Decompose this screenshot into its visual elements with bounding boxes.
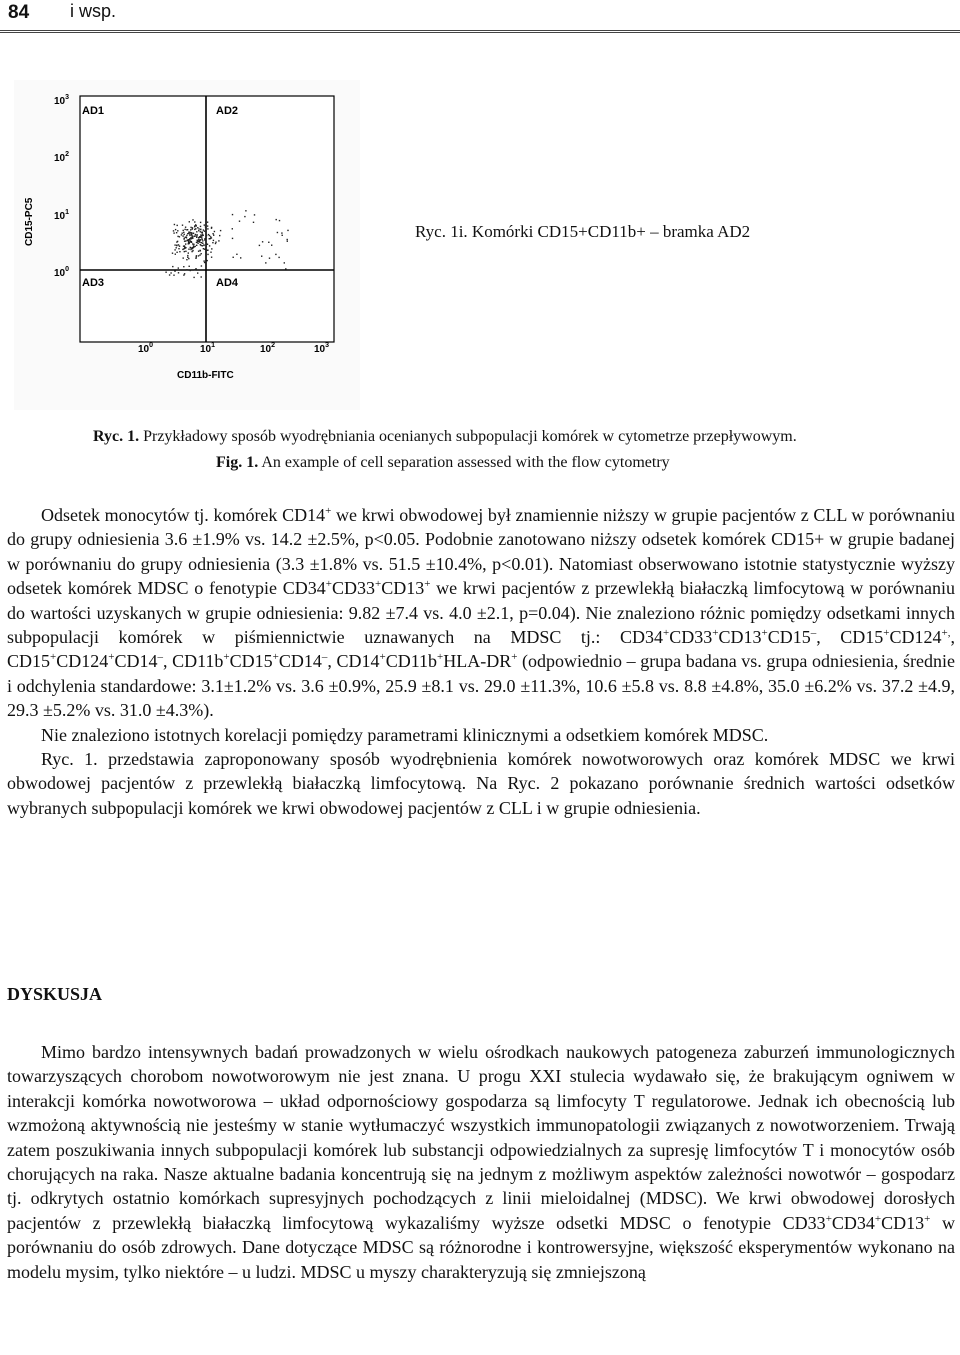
event-dot [173,230,174,231]
event-dot [197,243,198,244]
event-dot [205,244,206,245]
event-dot [200,244,201,245]
event-dot [205,226,206,227]
event-dot [262,241,263,242]
y-tick-2: $10^2$ [54,151,70,164]
event-dot [183,230,184,231]
event-dot [191,232,192,233]
event-dot [191,234,192,235]
event-dot [193,277,194,278]
event-dot [211,257,212,258]
event-dot [195,228,196,229]
event-dot [194,226,195,227]
event-dot [287,239,288,240]
event-dot [193,244,194,245]
event-dot [185,227,186,228]
event-dot [174,244,175,245]
event-dot [200,226,201,227]
event-dot [203,244,204,245]
x-tick-0: $10^0$ [138,342,154,355]
event-dot [261,256,262,257]
event-dot [211,237,212,238]
event-dot [195,234,196,235]
event-dot [174,224,175,225]
event-dot [232,238,233,239]
event-dot [282,235,283,236]
event-dot [200,239,201,240]
event-dot [198,251,199,252]
x-tick-2: $10^2$ [260,342,276,355]
event-dot [192,219,193,220]
event-dot [176,232,177,233]
event-dot [198,255,199,256]
event-dot [196,256,197,257]
event-dot [176,247,177,248]
event-dot [190,229,191,230]
paragraph-discussion: Mimo bardzo intensywnych badań prowadzonych w wielu ośrodkach naukowych patogeneza zaburzeń immunologicznych towarzyszących chorobom nowotworowym nie jest znana. U progu XXI stulecia wydawało się, że brakującym ogniwem w interakcji komórka nowotworowa – układ odpornościowy gospodarza są limfocyty T regulatorowe. Jednak ich obecnością lub wzmożoną aktywnością nie jesteśmy w stanie wytłumaczyć wszystkich immunopatologii związanych z nowotworzeniem. Trwają zatem poszukiwania innych subpopulacji komórek lub substancji odpowiedzialnych za supresję limfocytów T i monocytów osób chorujących na raka. Nasze aktualne badania koncentrują się na jednym z możliwym aspektów zależności nowotwór – gospodarz tj. odkrytych ostatnio komórkach supresyjnych pochodzących z linii mieloidalnej (MDSC). We krwi obwodowej dorosłych pacjentów z przewlekłą białaczką limfocytową wykazaliśmy wyższe odsetki MDSC o fenotypie CD33+CD34+CD13+ w porównaniu do osób zdrowych. Dane dotyczące MDSC są różnorodne i kontrowersyjne, większość eksperymentów wykonano na modelu mysim, tylko niektóre – u ludzi. MDSC u myszy charakteryzują się zmniejszoną [7,1042,956,1282]
event-dot [279,220,280,221]
paragraph-monocytes: Odsetek monocytów tj. komórek CD14+ we krwi obwodowej był znamiennie niższy w grupie pacjentów z CLL w porównaniu do grupy odniesienia 3.6 ±1.9% vs. 14.2 ±2.5%, p<0.05. Podobnie zanotowano niższy odsetek komórek CD15+ w grupie badanej w porównaniu do grupy odniesienia (3.3 ±1.8% vs. 51.5 ±10.4%, p<0.01). Natomiast obserwowano istotnie statystycznie wyższy odsetek komórek MDSC o fenotypie CD34+CD33+CD13+ we krwi pacjentów z przewlekłą białaczką limfocytową w porównaniu do wartości uzyskanych w grupie odniesienia: 9.82 ±7.4 vs. 4.0 ±2.1, p=0.04). Nie znaleziono różnic pomiędzy odsetkami innych subpopulacji komórek w piśmiennictwie uznawanych na MDSC tj.: CD34+CD33+CD13+CD15–, CD15+CD124+,, CD15+CD124+CD14–, CD11b+CD15+CD14–, CD14+CD11b+HLA-DR+ (odpowiednio – grupa badana vs. grupa odniesienia, średnie i odchylenia standardowe: 3.1±1.2% vs. 3.6 ±0.9%, 25.9 ±8.1 vs. 29.0 ±11.3%, 10.6 ±5.8 vs. 8.8 ±4.8%, 35.0 ±6.2% vs. 37.2 ±4.9, 29.3 ±5.2% vs. 31.0 ±4.3%). [7,505,955,721]
event-dot [192,237,193,238]
event-dot [204,238,205,239]
event-dot [189,266,190,267]
event-dot [212,242,213,243]
event-dot [268,242,269,243]
event-dot [177,225,178,226]
event-dot [193,233,194,234]
event-dot [239,221,240,222]
caption-pl-label: Ryc. 1. [93,428,140,445]
event-dot [276,219,277,220]
event-dot [188,231,189,232]
event-dot [278,257,279,258]
event-dot [197,227,198,228]
event-dot [175,229,176,230]
event-dot [215,242,216,243]
dot-plot [14,80,360,410]
paragraph-correlations: Nie znaleziono istotnych korelacji pomiędzy parametrami klinicznymi a odsetkiem komórek MDSC. [41,724,769,745]
event-dot [193,245,194,246]
event-dot [253,222,254,223]
event-dot [207,254,208,255]
event-dot [192,227,193,228]
event-dot [186,259,187,260]
event-dot [172,266,173,267]
event-dot [185,243,186,244]
event-dot [199,250,200,251]
event-dot [176,245,177,246]
event-dot [199,254,200,255]
event-dot [184,234,185,235]
event-dot [211,248,212,249]
event-dot [208,234,209,235]
event-dot [195,246,196,247]
event-dot [205,240,206,241]
event-dot [214,231,215,232]
event-dot [254,214,255,215]
event-dot [179,251,180,252]
quadrant-label-ad4: AD4 [216,277,239,289]
event-dot [189,242,190,243]
event-dot [201,237,202,238]
event-dot [207,250,208,251]
event-dot [192,243,193,244]
event-dot [220,230,221,231]
event-dot [287,241,288,242]
y-tick-3: $10^3$ [54,94,70,107]
event-dot [209,245,210,246]
event-dot [188,241,189,242]
event-dot [190,237,191,238]
event-dot [219,235,220,236]
event-dot [198,228,199,229]
event-dot [281,232,282,233]
event-dot [178,244,179,245]
event-dot [177,230,178,231]
quadrant-label-ad2: AD2 [216,105,239,117]
event-dot [201,276,202,277]
event-dot [165,272,166,273]
event-dot [178,267,179,268]
event-dot [173,275,174,276]
page-number: 84 [8,2,30,23]
event-dot [207,260,208,261]
event-dot [182,225,183,226]
event-dot [190,232,191,233]
event-dot [176,252,177,253]
event-dot [191,247,192,248]
event-dot [200,234,201,235]
plot-frame [80,96,334,342]
event-dot [201,242,202,243]
event-dot [172,253,173,254]
event-dot [244,216,245,217]
event-dot [197,272,198,273]
event-dot [170,272,171,273]
event-dot [202,232,203,233]
x-tick-3: $10^3$ [314,342,330,355]
event-dot [198,230,199,231]
event-dot [232,214,233,215]
event-dot [202,240,203,241]
event-dot [233,257,234,258]
event-dot [200,231,201,232]
event-dot [207,225,208,226]
event-dot [199,242,200,243]
event-dot [232,228,233,229]
event-dot [259,245,260,246]
event-dot [190,227,191,228]
event-dot [202,243,203,244]
event-dot [196,235,197,236]
event-dot [200,222,201,223]
event-dot [182,235,183,236]
event-dot [179,236,180,237]
header-rule [0,30,960,33]
event-dot [245,210,246,211]
event-dot [213,235,214,236]
event-dot [203,229,204,230]
event-dot [194,235,195,236]
event-dot [210,252,211,253]
event-dot [183,266,184,267]
y-axis-label: CD15-PC5 [24,197,35,246]
event-dot [196,234,197,235]
event-dot [193,247,194,248]
event-dot [203,260,204,261]
event-dot [174,249,175,250]
event-dot [192,228,193,229]
event-dot [186,229,187,230]
caption-en [216,454,670,472]
event-dot [188,258,189,259]
event-dot [284,262,285,263]
x-axis-label: CD11b-FITC [177,370,234,381]
event-dot [176,241,177,242]
event-dot [189,221,190,222]
event-dot [202,245,203,246]
event-dot [269,258,270,259]
event-dot [183,238,184,239]
event-dot [178,272,179,273]
discussion-text [7,1040,955,1284]
event-dot [190,247,191,248]
event-dot [204,249,205,250]
event-dot [196,245,197,246]
results-text [7,503,955,820]
running-head: i wsp. [70,1,117,21]
paragraph-figure-reference: Ryc. 1. przedstawia zaproponowany sposób wyodrębnienia komórek nowotworowych oraz komórek MDSC we krwi obwodowej pacjentów z przewlekłą białaczką limfocytową. Na Ryc. 2 pokazano porównanie średnich wartości odsetków wybranych subpopulacji komórek we krwi obwodowej pacjentów z CLL i w grupie odniesienia. [7,749,955,818]
event-dot [175,254,176,255]
event-dot [265,262,266,263]
event-dot [169,274,170,275]
quadrant-label-ad3: AD3 [82,277,105,289]
event-dot [201,253,202,254]
event-dot [207,228,208,229]
event-dot [184,273,185,274]
event-dot [178,248,179,249]
event-dot [197,240,198,241]
event-dot [186,269,187,270]
event-dot [191,241,192,242]
event-dot [201,265,202,266]
event-dot [204,239,205,240]
event-dot [218,240,219,241]
event-dot [196,255,197,256]
event-dot [215,243,216,244]
event-dot [195,268,196,269]
event-dot [185,240,186,241]
event-dot [190,249,191,250]
event-dot [183,274,184,275]
event-dot [196,237,197,238]
caption-pl-text: Przykładowy sposób wyodrębniania ocenianych subpopulacji komórek w cytometrze przepływowym. [139,428,797,445]
event-dot [184,251,185,252]
event-dot [183,246,184,247]
event-dot [285,268,286,269]
event-dot [195,224,196,225]
y-tick-1: $10^1$ [54,209,70,222]
event-dot [212,233,213,234]
caption-en-text: An example of cell separation assessed with the flow cytometry [258,454,670,471]
event-dot [189,235,190,236]
event-dot [173,232,174,233]
caption-en-label: Fig. 1. [216,454,259,471]
event-dot [194,221,195,222]
page-header [0,0,960,36]
event-dot [203,235,204,236]
event-dot [275,254,276,255]
event-dot [179,246,180,247]
event-dot [186,235,187,236]
event-dot [203,248,204,249]
event-dot [174,271,175,272]
y-tick-0: $10^0$ [54,266,70,279]
event-dot [211,228,212,229]
event-dot [196,231,197,232]
event-dot [200,236,201,237]
event-dot [204,224,205,225]
event-dot [186,236,187,237]
section-heading-dyskusja: DYSKUSJA [7,984,103,1004]
event-dot [184,229,185,230]
event-dot [191,235,192,236]
event-dot [240,257,241,258]
x-tick-1: $10^1$ [200,342,216,355]
event-dot [195,258,196,259]
event-dot [184,241,185,242]
event-dot [187,233,188,234]
event-dot [177,236,178,237]
event-dot [182,233,183,234]
event-dot [187,257,188,258]
caption-pl [93,428,797,446]
side-caption: Ryc. 1i. Komórki CD15+CD11b+ – bramka AD2 [415,222,751,241]
event-dot [287,230,288,231]
event-dot [271,245,272,246]
event-dot [207,222,208,223]
event-dot [236,254,237,255]
event-dot [183,232,184,233]
event-dot [202,239,203,240]
event-dot [188,249,189,250]
event-dot [206,235,207,236]
event-dot [207,244,208,245]
event-dot [200,229,201,230]
event-dot [204,262,205,263]
event-dot [277,232,278,233]
event-dot [181,234,182,235]
event-dot [185,251,186,252]
event-dot [188,252,189,253]
event-dot [185,247,186,248]
quadrant-label-ad1: AD1 [82,105,105,117]
event-dot [190,270,191,271]
flow-cytometry-figure [14,80,360,410]
event-dot [183,257,184,258]
event-dot [192,250,193,251]
event-dot [187,255,188,256]
event-dot [189,239,190,240]
event-dot [213,240,214,241]
